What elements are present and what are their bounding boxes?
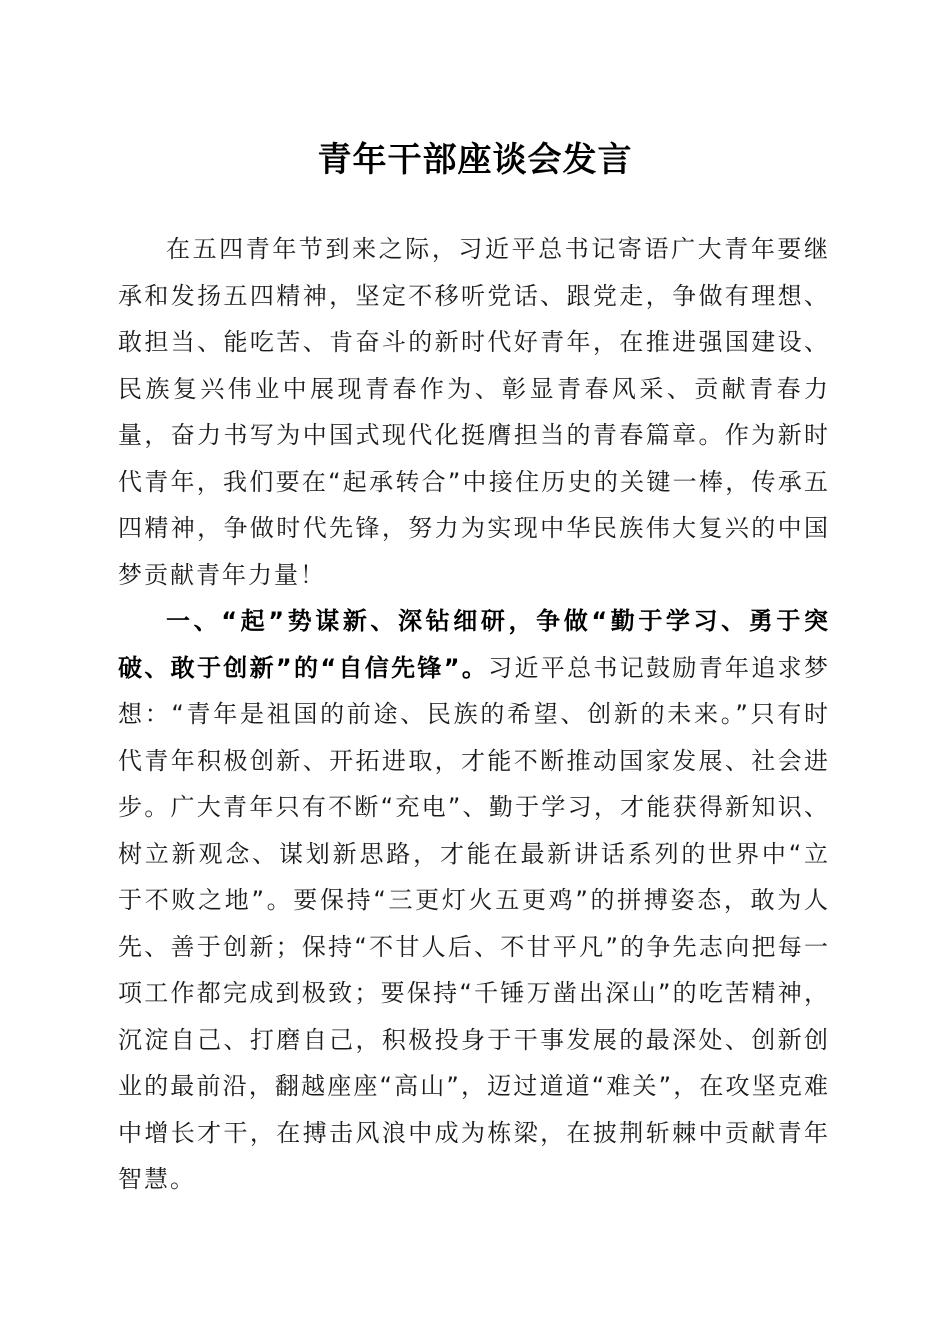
- intro-paragraph: 在五四青年节到来之际，习近平总书记寄语广大青年要继承和发扬五四精神，坚定不移听党话、跟党走，争做有理想、敢担当、能吃苦、肯奋斗的新时代好青年，在推进强国建设、民族复兴伟业中展现青春作为、彰显青春风采、贡献青春力量，奋力书写为中国式现代化挺膺担当的青春篇章。作为新时代青年，我们要在“起承转合”中接住历史的关键一棒，传承五四精神，争做时代先锋，努力为实现中华民族伟大复兴的中国梦贡献青年力量！: [118, 235, 830, 589]
- section-1-paragraph: [118, 598, 830, 1203]
- section-1-body: 习近平总书记鼓励青年追求梦想：“青年是祖国的前途、民族的希望、创新的未来。”只有时代青年积极创新、开拓进取，才能不断推动国家发展、社会进步。广大青年只有不断“充电”、勤于学习，才能获得新知识、树立新观念、谋划新思路，才能在最新讲话系列的世界中“立于不败之地”。要保持“三更灯火五更鸡”的拼搏姿态，敢为人先、善于创新；保持“不甘人后、不甘平凡”的争先志向把每一项工作都完成到极致；要保持“千锤万凿出深山”的吃苦精神，沉淀自己、打磨自己，积极投身于干事发展的最深处、创新创业的最前沿，翻越座座“高山”，迈过道道“难关”，在攻坚克难中增长才干，在搏击风浪中成为栋梁，在披荆斩棘中贡献青年智慧。: [118, 653, 830, 1193]
- document-title: 青年干部座谈会发言: [317, 140, 633, 180]
- section-1-heading: 一、“起”势谋新、深钻细研，争做“勤于学习、勇于突破、敢于创新”的“自信先锋”。: [118, 607, 830, 682]
- document-body: [118, 226, 830, 1203]
